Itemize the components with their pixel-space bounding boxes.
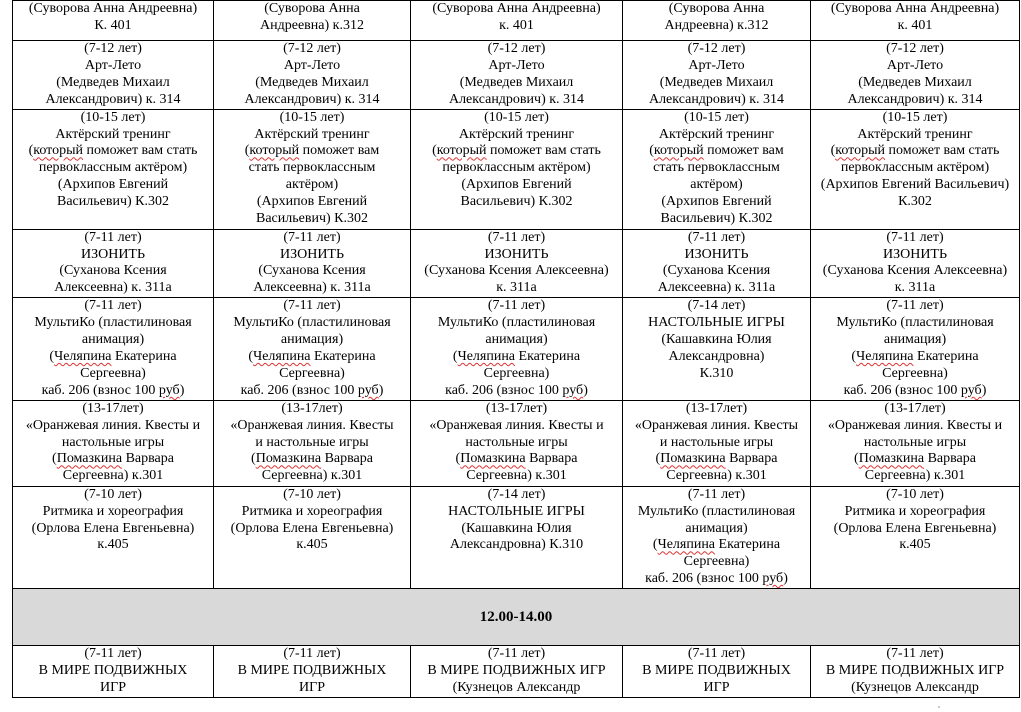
cell-text-line: (13-17лет): [281, 400, 343, 416]
cell-text-line: Арт-Лето: [84, 57, 142, 73]
schedule-cell: [13, 646, 214, 698]
cell-text-line: (7-12 лет): [84, 41, 142, 56]
schedule-row: [13, 486, 1020, 588]
cell-text-line: (13-17лет): [884, 400, 946, 416]
spellcheck-word: руб: [562, 382, 584, 398]
cell-text-line: Алексеевна) к. 311а: [54, 280, 172, 296]
cell-text-line: (7-11 лет): [283, 646, 341, 662]
cell-text-line: первоклассным актёром): [840, 160, 990, 176]
cell-text-line: к.405: [97, 537, 129, 553]
cell-text-line: (Суворова Анна: [264, 1, 360, 16]
cell-text-line: к.405: [899, 537, 931, 553]
cell-text-line: Александровна) К.310: [449, 537, 584, 553]
schedule-cell: [411, 41, 623, 110]
cell-text-line: каб. 206 (взнос 100 руб): [445, 382, 588, 398]
schedule-cell: [811, 298, 1020, 400]
schedule-cell: [623, 229, 811, 298]
cell-text-line: Васильевич) К.302: [256, 211, 368, 227]
cell-text-line: первоклассным актёром): [442, 160, 591, 176]
cell-text-line: (Суворова Анна Андреевна): [28, 1, 198, 16]
cell-text-line: (Помазкина Варвара: [52, 451, 174, 467]
cell-text-line: (Орлова Елена Евгеньевна): [31, 520, 195, 536]
cell-text-line: ИГР: [703, 679, 730, 695]
spellcheck-word: который: [33, 143, 83, 159]
time-slot-row: [13, 589, 1020, 646]
cell-text-line: НАСТОЛЬНЫЕ ИГРЫ: [648, 315, 785, 331]
cell-text-line: актёром): [285, 177, 339, 193]
cell-text-line: Александрович) к. 314: [448, 91, 585, 107]
schedule-cell: [13, 486, 214, 588]
schedule-cell: [623, 109, 811, 229]
schedule-cell: [623, 486, 811, 588]
spellcheck-word: руб: [762, 571, 784, 587]
cell-text-line: (Медведев Михаил: [255, 74, 369, 90]
cell-text-line: (7-11 лет): [84, 298, 142, 314]
cell-text-line: (Архипов Евгений: [256, 194, 368, 210]
cell-text-line: стать первоклассным: [248, 160, 376, 176]
cell-text-line: (10-15 лет): [80, 109, 146, 125]
page-edge-mark: [938, 706, 940, 708]
schedule-row: [13, 400, 1020, 486]
schedule-row: [13, 229, 1020, 298]
schedule-cell: [811, 400, 1020, 486]
cell-text-line: анимация): [685, 520, 748, 536]
schedule-cell: [13, 109, 214, 229]
cell-text-line: (7-11 лет): [687, 646, 746, 662]
schedule-cell: [214, 400, 411, 486]
cell-text-line: Сергеевна) к.301: [666, 468, 767, 484]
cell-text-line: (7-11 лет): [283, 229, 341, 245]
cell-text-line: Алексеевна) к. 311а: [657, 280, 776, 296]
cell-text-line: ИЗОНИТЬ: [882, 246, 948, 262]
cell-text-line: Сергеевна) к.301: [261, 468, 363, 484]
cell-text-line: (10-15 лет): [279, 109, 345, 125]
cell-text-line: (7-11 лет): [487, 298, 546, 314]
spellcheck-word: Челяпина: [54, 348, 112, 364]
schedule-cell: [411, 109, 623, 229]
cell-text-line: (Архипов Евгений: [57, 177, 169, 193]
cell-text-line: (Челяпина Екатерина: [49, 348, 177, 364]
schedule-cell: [214, 1, 411, 41]
schedule-cell: [623, 1, 811, 41]
cell-text-line: (7-11 лет): [487, 229, 546, 245]
cell-text-line: к. 401: [499, 17, 534, 33]
cell-text-line: (7-12 лет): [283, 41, 341, 56]
cell-text-line: (который поможет вам стать: [28, 143, 198, 159]
cell-text-line: (13-17лет): [685, 400, 748, 416]
cell-text-line: (Челяпина Екатерина: [248, 348, 376, 364]
cell-text-line: настольные игры: [61, 434, 165, 450]
schedule-table: [12, 0, 1020, 698]
cell-text-line: (7-12 лет): [886, 41, 944, 56]
spellcheck-word: Помазкина: [460, 451, 526, 467]
cell-text-line: (который поможет вам: [649, 143, 784, 159]
cell-text-line: (10-15 лет): [684, 109, 749, 125]
cell-text-line: (который поможет вам стать: [830, 143, 1000, 159]
cell-text-line: (10-15 лет): [484, 109, 549, 125]
cell-text-line: Актёрский тренинг: [458, 126, 575, 142]
spellcheck-word: руб: [357, 382, 379, 398]
cell-text-line: (Помазкина Варвара: [455, 451, 578, 467]
cell-text-line: к.405: [296, 537, 328, 553]
cell-text-line: (7-10 лет): [283, 486, 341, 502]
schedule-cell: [811, 646, 1020, 698]
schedule-cell: [13, 229, 214, 298]
cell-text-line: (7-11 лет): [886, 646, 944, 662]
cell-text-line: «Оранжевая линия. Квесты и: [429, 417, 604, 433]
spellcheck-word: Помазкина: [56, 451, 123, 467]
cell-text-line: Актёрский тренинг: [658, 126, 775, 142]
schedule-cell: [411, 229, 623, 298]
cell-text-line: (Медведев Михаил: [858, 74, 972, 90]
cell-text-line: В МИРЕ ПОДВИЖНЫХ ИГР: [427, 663, 606, 679]
cell-text-line: (Архипов Евгений Васильевич): [820, 177, 1010, 193]
cell-text-line: (Медведев Михаил: [459, 74, 574, 90]
cell-text-line: актёром): [690, 177, 743, 193]
schedule-cell: [13, 298, 214, 400]
cell-text-line: к. 311а: [496, 280, 537, 296]
cell-text-line: (7-11 лет): [886, 298, 944, 314]
schedule-cell: [623, 400, 811, 486]
cell-text-line: ИЗОНИТЬ: [279, 246, 345, 262]
cell-text-line: МультиКо (пластилиновая: [437, 315, 596, 331]
cell-text-line: Александрович) к. 314: [847, 91, 983, 107]
schedule-cell: [811, 109, 1020, 229]
cell-text-line: (который поможет вам: [244, 143, 380, 159]
cell-text-line: (7-11 лет): [283, 298, 341, 314]
time-slot-header: 12.00-14.00: [13, 589, 1020, 646]
schedule-cell: [214, 486, 411, 588]
cell-text-line: Александрович) к. 314: [244, 91, 380, 107]
schedule-cell: [811, 486, 1020, 588]
cell-text-line: анимация): [81, 332, 145, 348]
schedule-cell: [411, 646, 623, 698]
cell-text-line: (Челяпина Екатерина: [452, 348, 581, 364]
schedule-cell: [411, 486, 623, 588]
schedule-row: [13, 1, 1020, 41]
cell-text-line: и настольные игры: [659, 434, 774, 450]
cell-text-line: НАСТОЛЬНЫЕ ИГРЫ: [448, 503, 585, 519]
cell-text-line: (7-12 лет): [687, 41, 746, 56]
cell-text-line: Васильевич) К.302: [460, 194, 573, 210]
cell-text-line: Сергеевна): [80, 365, 146, 381]
cell-text-line: (7-11 лет): [84, 646, 142, 662]
cell-text-line: (7-11 лет): [487, 646, 546, 662]
schedule-cell: [214, 298, 411, 400]
schedule-cell: [13, 400, 214, 486]
cell-text-line: (Кашавкина Юлия: [661, 332, 772, 348]
cell-text-line: (Кузнецов Александр: [851, 679, 979, 695]
cell-text-line: «Оранжевая линия. Квесты и: [827, 417, 1003, 433]
schedule-cell: [811, 229, 1020, 298]
spellcheck-word: руб: [960, 382, 982, 398]
cell-text-line: (Суворова Анна Андреевна): [432, 1, 601, 16]
cell-text-line: Александрович) к. 314: [648, 91, 785, 107]
cell-text-line: Арт-Лето: [688, 57, 745, 73]
cell-text-line: к. 401: [897, 17, 933, 33]
cell-text-line: (Орлова Елена Евгеньевна): [833, 520, 997, 536]
cell-text-line: Алексеевна) к. 311а: [253, 280, 371, 296]
cell-text-line: Сергеевна): [683, 554, 750, 570]
cell-text-line: В МИРЕ ПОДВИЖНЫХ: [237, 663, 387, 679]
cell-text-line: (7-11 лет): [687, 229, 746, 245]
cell-text-line: каб. 206 (взнос 100 руб): [41, 382, 185, 398]
schedule-cell: [411, 298, 623, 400]
cell-text-line: ИЗОНИТЬ: [80, 246, 146, 262]
cell-text-line: (Кашавкина Юлия: [461, 520, 572, 536]
schedule-cell: [13, 1, 214, 41]
cell-text-line: Сергеевна) к.301: [62, 468, 164, 484]
spellcheck-word: Челяпина: [657, 537, 716, 553]
cell-text-line: Сергеевна) к.301: [466, 468, 567, 484]
cell-text-line: Сергеевна) к.301: [864, 468, 966, 484]
cell-text-line: (Медведев Михаил: [659, 74, 774, 90]
cell-text-line: (7-11 лет): [84, 229, 142, 245]
schedule-cell: [623, 41, 811, 110]
schedule-cell: [214, 41, 411, 110]
cell-text-line: (Медведев Михаил: [56, 74, 170, 90]
cell-text-line: первоклассным актёром): [38, 160, 188, 176]
cell-text-line: (7-14 лет): [487, 486, 546, 502]
cell-text-line: (7-11 лет): [687, 486, 746, 502]
schedule-cell: [623, 298, 811, 400]
cell-text-line: (7-11 лет): [886, 229, 944, 245]
spellcheck-word: Помазкина: [660, 451, 726, 467]
cell-text-line: «Оранжевая линия. Квесты: [634, 417, 799, 433]
schedule-body: [13, 1, 1020, 698]
cell-text-line: МультиКо (пластилиновая: [233, 315, 391, 331]
cell-text-line: Васильевич) К.302: [660, 211, 773, 227]
cell-text-line: (7-10 лет): [886, 486, 944, 502]
cell-text-line: (7-14 лет): [687, 298, 746, 314]
cell-text-line: (Челяпина Екатерина: [652, 537, 781, 553]
cell-text-line: (Орлова Елена Евгеньевна): [230, 520, 394, 536]
schedule-cell: [411, 1, 623, 41]
cell-text-line: МультиКо (пластилиновая: [836, 315, 994, 331]
cell-text-line: Ритмика и хореография: [844, 503, 986, 519]
cell-text-line: (Архипов Евгений: [461, 177, 572, 193]
cell-text-line: (Помазкина Варвара: [655, 451, 778, 467]
cell-text-line: (Архипов Евгений: [661, 194, 772, 210]
cell-text-line: Васильевич) К.302: [57, 194, 169, 210]
cell-text-line: Ритмика и хореография: [241, 503, 383, 519]
schedule-cell: [811, 1, 1020, 41]
cell-text-line: (13-17лет): [82, 400, 144, 416]
cell-text-line: (Кузнецов Александр: [452, 679, 581, 695]
cell-text-line: (Суворова Анна: [668, 1, 765, 16]
cell-text-line: Арт-Лето: [488, 57, 545, 73]
schedule-cell: [214, 109, 411, 229]
schedule-row: [13, 646, 1020, 698]
cell-text-line: каб. 206 (взнос 100 руб): [240, 382, 384, 398]
cell-text-line: (Челяпина Екатерина: [851, 348, 979, 364]
spellcheck-word: который: [436, 143, 487, 159]
schedule-row: [13, 109, 1020, 229]
cell-text-line: В МИРЕ ПОДВИЖНЫХ: [38, 663, 188, 679]
cell-text-line: (Суханова Ксения Алексеевна): [822, 263, 1008, 279]
cell-text-line: ИГР: [100, 679, 126, 695]
cell-text-line: «Оранжевая линия. Квесты и: [25, 417, 201, 433]
cell-text-line: К.310: [699, 365, 734, 381]
cell-text-line: анимация): [485, 332, 548, 348]
cell-text-line: настольные игры: [863, 434, 967, 450]
spellcheck-word: Челяпина: [856, 348, 914, 364]
cell-text-line: (Суханова Ксения Алексеевна): [424, 263, 609, 279]
cell-text-line: каб. 206 (взнос 100 руб): [843, 382, 987, 398]
cell-text-line: Арт-Лето: [283, 57, 341, 73]
cell-text-line: ИЗОНИТЬ: [484, 246, 549, 262]
spellcheck-word: который: [249, 143, 300, 159]
cell-text-line: Сергеевна): [483, 365, 550, 381]
spellcheck-word: Челяпина: [253, 348, 311, 364]
cell-text-line: ИГР: [299, 679, 325, 695]
schedule-cell: [811, 41, 1020, 110]
cell-text-line: Актёрский тренинг: [55, 126, 171, 142]
cell-text-line: (Суханова Ксения: [59, 263, 167, 279]
schedule-cell: [623, 646, 811, 698]
cell-text-line: В МИРЕ ПОДВИЖНЫХ: [642, 663, 791, 679]
cell-text-line: «Оранжевая линия. Квесты: [230, 417, 394, 433]
cell-text-line: Актёрский тренинг: [857, 126, 973, 142]
cell-text-line: Актёрский тренинг: [254, 126, 370, 142]
schedule-cell: [411, 400, 623, 486]
spellcheck-word: Челяпина: [457, 348, 516, 364]
cell-text-line: МультиКо (пластилиновая: [34, 315, 192, 331]
cell-text-line: анимация): [883, 332, 947, 348]
cell-text-line: К.302: [898, 194, 932, 210]
cell-text-line: стать первоклассным: [653, 160, 780, 176]
cell-text-line: Арт-Лето: [886, 57, 944, 73]
cell-text-line: (13-17лет): [485, 400, 548, 416]
cell-text-line: и настольные игры: [255, 434, 369, 450]
cell-text-line: настольные игры: [465, 434, 568, 450]
cell-text-line: (Помазкина Варвара: [854, 451, 976, 467]
cell-text-line: ИЗОНИТЬ: [684, 246, 749, 262]
cell-text-line: (Суханова Ксения: [258, 263, 366, 279]
schedule-cell: [214, 646, 411, 698]
cell-text-line: (Суворова Анна Андреевна): [830, 1, 1000, 16]
cell-text-line: (Суханова Ксения: [662, 263, 771, 279]
cell-text-line: к. 311а: [894, 280, 936, 296]
cell-text-line: (Помазкина Варвара: [251, 451, 373, 467]
cell-text-line: Александрович) к. 314: [45, 91, 181, 107]
cell-text-line: (7-10 лет): [84, 486, 142, 502]
cell-text-line: Ритмика и хореография: [42, 503, 184, 519]
schedule-row: [13, 298, 1020, 400]
schedule-cell: [214, 229, 411, 298]
cell-text-line: Андреевна) к.312: [664, 17, 769, 33]
spellcheck-word: руб: [158, 382, 180, 398]
schedule-cell: [13, 41, 214, 110]
cell-text-line: Сергеевна): [279, 365, 345, 381]
cell-text-line: Сергеевна): [882, 365, 948, 381]
spellcheck-word: который: [835, 143, 885, 159]
spellcheck-word: Помазкина: [858, 451, 925, 467]
cell-text-line: (10-15 лет): [882, 109, 948, 125]
cell-text-line: Александровна): [668, 348, 765, 364]
cell-text-line: анимация): [280, 332, 344, 348]
spellcheck-word: Помазкина: [255, 451, 322, 467]
cell-text-line: (который поможет вам стать: [432, 143, 601, 159]
cell-text-line: каб. 206 (взнос 100 руб): [645, 571, 788, 587]
cell-text-line: В МИРЕ ПОДВИЖНЫХ ИГР: [825, 663, 1005, 679]
cell-text-line: Андреевна) к.312: [260, 17, 364, 33]
cell-text-line: МультиКо (пластилиновая: [637, 503, 796, 519]
spellcheck-word: который: [653, 143, 704, 159]
schedule-row: [13, 41, 1020, 110]
cell-text-line: (7-12 лет): [487, 41, 546, 56]
cell-text-line: К. 401: [94, 17, 132, 33]
